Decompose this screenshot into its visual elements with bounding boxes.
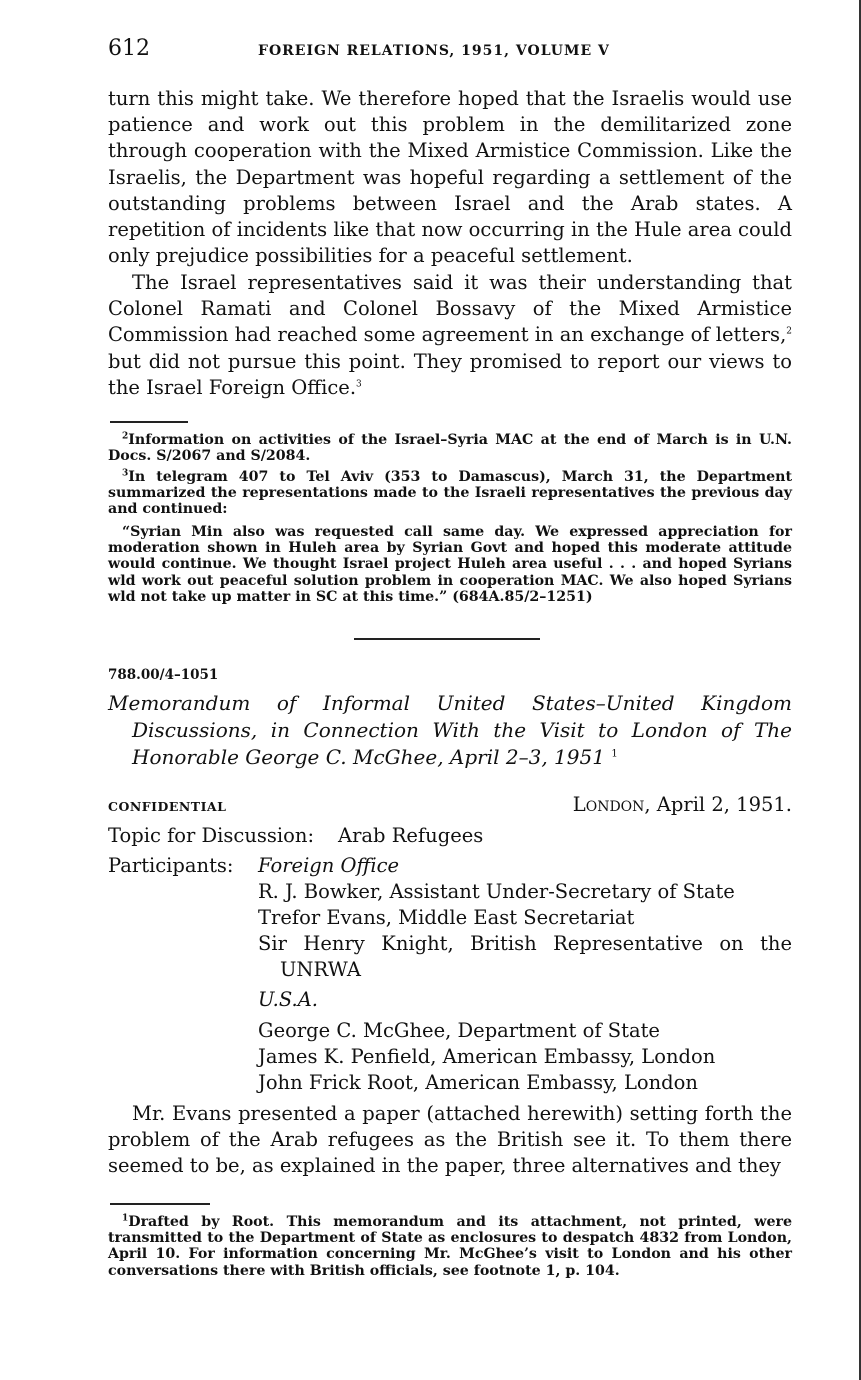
footnote-ref: 3 (356, 379, 362, 390)
footnote-ref: 2 (786, 326, 792, 337)
footnote-2 (108, 432, 792, 464)
dateline-date: , April 2, 1951. (644, 793, 792, 816)
footnote-3 (108, 469, 792, 518)
footnote-marker: 3 (122, 468, 129, 479)
footnote-separator (110, 1203, 210, 1205)
paragraph-text-part: The Israel representatives said it was their understanding that Colonel Ramati and Colonel Bossavy of the Mixed Armistice Commission had reached some agreement in an exchange of letters, (108, 271, 792, 347)
dateline (573, 793, 792, 816)
participant-item-continued: UNRWA (280, 958, 361, 981)
continuation-paragraph: turn this might take. We therefore hoped that the Israelis would use patience and work out this problem in the demilitarized zone through cooperation with the Mixed Armistice Commission. Like the Israelis, the Department was hopeful regarding a settlement of the outstanding problems between Israel and the Arab states. A repetition of incidents like that now occurring in the Hule area could only prejudice possibilities for a peaceful settlement. (108, 87, 792, 268)
running-title: FOREIGN RELATIONS, 1951, VOLUME V (258, 43, 610, 59)
participant-item: George C. McGhee, Department of State (258, 1019, 660, 1042)
document-title-text: Memorandum of Informal United States–United Kingdom Discussions, in Connection With the Visit to London of The Honorable George C. McGhee, April 2–3, 1951 (108, 691, 792, 769)
section-divider (354, 638, 540, 640)
footnote-ref: 1 (611, 748, 618, 760)
paragraph-text-part: but did not pursue this point. They promised to report our views to the Israel Foreign Office. (108, 349, 792, 399)
page-number: 612 (108, 36, 150, 61)
topic-label: Topic for Discussion: (108, 824, 315, 847)
participant-item: James K. Penfield, American Embassy, London (258, 1045, 716, 1068)
document-title (108, 690, 792, 771)
footnote-quote: “Syrian Min also was requested call same day. We expressed appreciation for moderation shown in Huleh area by Syrian Govt and hoped this moderate attitude would continue. We thought Israel project Huleh area useful . . . and hoped Syrians wld work out peaceful solution problem in cooperation MAC. We also hoped Syrians wld not take up matter in SC at this time.” (684A.85/2–1251) (108, 524, 792, 605)
participant-item: R. J. Bowker, Assistant Under-Secretary of State (258, 880, 735, 903)
participants-group-us: U.S.A. (258, 988, 318, 1011)
israel-representatives-paragraph (108, 270, 792, 401)
footnote-marker: 2 (122, 431, 129, 442)
footnote-separator (110, 421, 188, 423)
dateline-place: London (572, 793, 645, 816)
participants-label: Participants: (108, 854, 234, 877)
participants-group-uk: Foreign Office (258, 854, 400, 877)
document-file-number: 788.00/4–1051 (108, 667, 219, 683)
participant-item: John Frick Root, American Embassy, London (258, 1071, 698, 1094)
footnote-marker: 1 (122, 1213, 129, 1224)
participant-item: Sir Henry Knight, British Representative on the (258, 932, 792, 955)
evans-paragraph: Mr. Evans presented a paper (attached herewith) setting forth the problem of the Arab refugees as the British see it. To them there seemed to be, as explained in the paper, three alternatives and they (108, 1102, 792, 1178)
page-header (108, 36, 792, 66)
footnote-text: In telegram 407 to Tel Aviv (353 to Damascus), March 31, the Department summarized the representations made to the Israeli representatives the previous day and continued: (108, 469, 792, 518)
footnote-text: Drafted by Root. This memorandum and its attachment, not printed, were transmitted to the Department of State as enclosures to despatch 4832 from London, April 10. For information concerning Mr. McGhee’s visit to London and his other conversations there with British officials, see footnote 1, p. 104. (108, 1214, 792, 1279)
classification-label: CONFIDENTIAL (108, 799, 227, 814)
footnote-text: Information on activities of the Israel–Syria MAC at the end of March is in U.N. Docs. S/2067 and S/2084. (108, 432, 792, 465)
footnote-1 (108, 1214, 792, 1279)
participant-item: Trefor Evans, Middle East Secretariat (258, 906, 635, 929)
topic-value: Arab Refugees (338, 824, 484, 847)
